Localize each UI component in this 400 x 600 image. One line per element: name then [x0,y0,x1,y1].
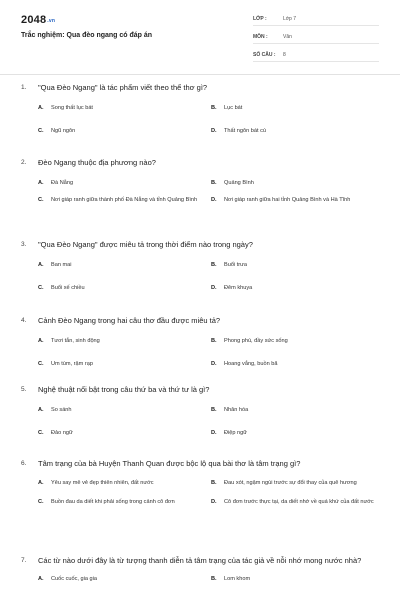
option-row [0,104,400,113]
option-text: Đêm khuya [224,284,253,291]
header-divider [0,74,400,75]
option-b[interactable] [211,179,384,188]
option-letter: B. [211,576,217,582]
option-a[interactable] [38,179,211,188]
option-letter: C. [38,360,44,367]
option-b[interactable] [211,104,384,113]
option-text: Buổi xế chiều [51,284,85,291]
question-text: Cảnh Đèo Ngang trong hai câu thơ đầu được miêu tả? [38,316,221,325]
option-letter: D. [211,429,217,436]
option-c[interactable] [38,196,211,205]
option-text: Nhân hóa [224,407,249,413]
option-a[interactable] [38,575,211,584]
option-a[interactable] [38,479,211,488]
meta-key: SỐ CÂU : [253,51,276,58]
option-letter: A. [38,338,44,344]
option-text: Đảo ngữ [51,429,73,436]
option-letter: A. [38,180,44,186]
option-letter: C. [38,284,44,291]
option-c[interactable] [38,284,211,293]
question-number: 3. [21,241,27,248]
question-text: Các từ nào dưới đây là từ tượng thanh diễn tả tâm trạng của tác giả về nỗi nhớ mong nước nhà? [38,556,362,565]
question-1 [0,80,400,157]
option-row [0,179,400,188]
option-letter: A. [38,576,44,582]
option-text: Lom khom [224,576,251,582]
meta-value: Lớp 7 [283,15,297,22]
logo-suffix: .vn [47,18,56,24]
option-letter: D. [211,196,217,203]
option-text: Buổi trưa [224,262,248,268]
option-text: Cuốc cuốc, gia gia [51,576,98,582]
option-letter: C. [38,127,44,134]
option-letter: A. [38,480,44,486]
option-letter: D. [211,284,217,291]
option-text: Điệp ngữ [224,429,248,436]
logo-text: 2048 [21,14,47,26]
option-text: Yêu say mê vẻ đẹp thiên nhiên, đất nước [51,480,154,486]
meta-key: MÔN : [253,33,268,40]
option-row [0,127,400,136]
question-list [0,80,400,600]
option-text: Nơi giáp ranh giữa thành phố Đà Nẵng và tỉnh Quảng Bình [51,196,198,203]
option-b[interactable] [211,337,384,346]
option-b[interactable] [211,575,384,584]
question-head [0,458,400,470]
question-number: 7. [21,557,27,564]
meta-value: 8 [283,51,286,58]
option-letter: B. [211,262,217,268]
option-letter: B. [211,407,217,413]
question-head [0,157,400,169]
option-row [0,479,400,488]
option-text: Song thất lục bát [51,105,93,111]
meta-key: LỚP : [253,15,267,22]
option-text: Phong phú, đầy sức sống [224,338,288,344]
option-text: So sánh [51,407,72,413]
question-text: Nghệ thuật nổi bật trong câu thứ ba và thứ tư là gì? [38,385,210,394]
question-7 [0,555,400,600]
option-text: Hoang vắng, buồn bã [224,360,278,367]
option-row [0,196,400,205]
site-logo[interactable] [21,14,55,26]
option-text: Buồn đau da diết khi phải sống trong cảnh cô đơn [51,498,175,505]
option-row [0,360,400,369]
option-d[interactable] [211,284,384,293]
option-text: Um tùm, rậm rạp [51,360,93,367]
option-c[interactable] [38,127,211,136]
question-number: 5. [21,386,27,393]
question-number: 1. [21,84,27,91]
option-a[interactable] [38,261,211,270]
option-text: Cô đơn trước thực tại, da diết nhớ về quá khứ của đất nước [224,498,374,505]
option-letter: B. [211,180,217,186]
question-head [0,80,400,94]
option-letter: D. [211,360,217,367]
question-text: "Qua Đèo Ngang" được miêu tả trong thời điểm nào trong ngày? [38,240,253,249]
option-text: Lục bát [224,105,243,111]
option-c[interactable] [38,360,211,369]
option-text: Tươi tắn, sinh động [51,338,100,344]
question-3 [0,239,400,315]
option-row [0,429,400,438]
option-c[interactable] [38,498,211,507]
option-letter: B. [211,105,217,111]
option-text: Thất ngôn bát cú [224,127,266,134]
meta-row-class [253,12,379,26]
option-c[interactable] [38,429,211,438]
question-text: Đèo Ngang thuộc địa phương nào? [38,158,156,167]
option-text: Ngũ ngôn [51,127,76,134]
option-row [0,337,400,346]
option-text: Đau xót, ngậm ngùi trước sự đổi thay của quê hương [224,480,357,486]
option-d[interactable] [211,360,384,369]
option-b[interactable] [211,406,384,415]
option-row [0,261,400,270]
option-letter: C. [38,196,44,203]
option-d[interactable] [211,429,384,438]
option-d[interactable] [211,127,384,136]
question-head [0,315,400,327]
question-number: 6. [21,460,27,467]
meta-row-count [253,48,379,62]
question-4 [0,315,400,384]
question-5 [0,384,400,458]
option-text: Quảng Bình [224,180,254,186]
question-number: 4. [21,317,27,324]
option-letter: A. [38,262,44,268]
option-letter: C. [38,429,44,436]
option-letter: D. [211,498,217,505]
meta-value: Văn [283,33,292,40]
question-number: 2. [21,159,27,166]
option-letter: A. [38,407,44,413]
option-text: Nơi giáp ranh giữa hai tỉnh Quảng Bình và Hà Tĩnh [224,196,351,203]
option-a[interactable] [38,406,211,415]
option-a[interactable] [38,104,211,113]
question-head [0,384,400,396]
option-row [0,498,400,507]
option-row [0,284,400,293]
option-letter: B. [211,338,217,344]
option-letter: C. [38,498,44,505]
question-head [0,555,400,567]
option-text: Ban mai [51,262,72,268]
question-2 [0,157,400,239]
page-header [0,0,400,64]
meta-row-subject [253,30,379,44]
option-letter: D. [211,127,217,134]
option-b[interactable] [211,479,384,488]
question-head [0,239,400,251]
option-text: Đà Nẵng [51,180,74,186]
option-a[interactable] [38,337,211,346]
option-d[interactable] [211,196,384,205]
question-text: "Qua Đèo Ngang" là tác phẩm viết theo thể thơ gì? [38,83,208,92]
option-letter: A. [38,105,44,111]
option-letter: B. [211,480,217,486]
option-d[interactable] [211,498,384,507]
option-b[interactable] [211,261,384,270]
quiz-meta [253,12,379,66]
question-6 [0,458,400,555]
option-row [0,406,400,415]
quiz-title: Trắc nghiệm: Qua đèo ngang có đáp án [21,32,153,39]
option-row [0,575,400,584]
question-text: Tâm trạng của bà Huyện Thanh Quan được bộc lộ qua bài thơ là tâm trạng gì? [38,459,301,468]
